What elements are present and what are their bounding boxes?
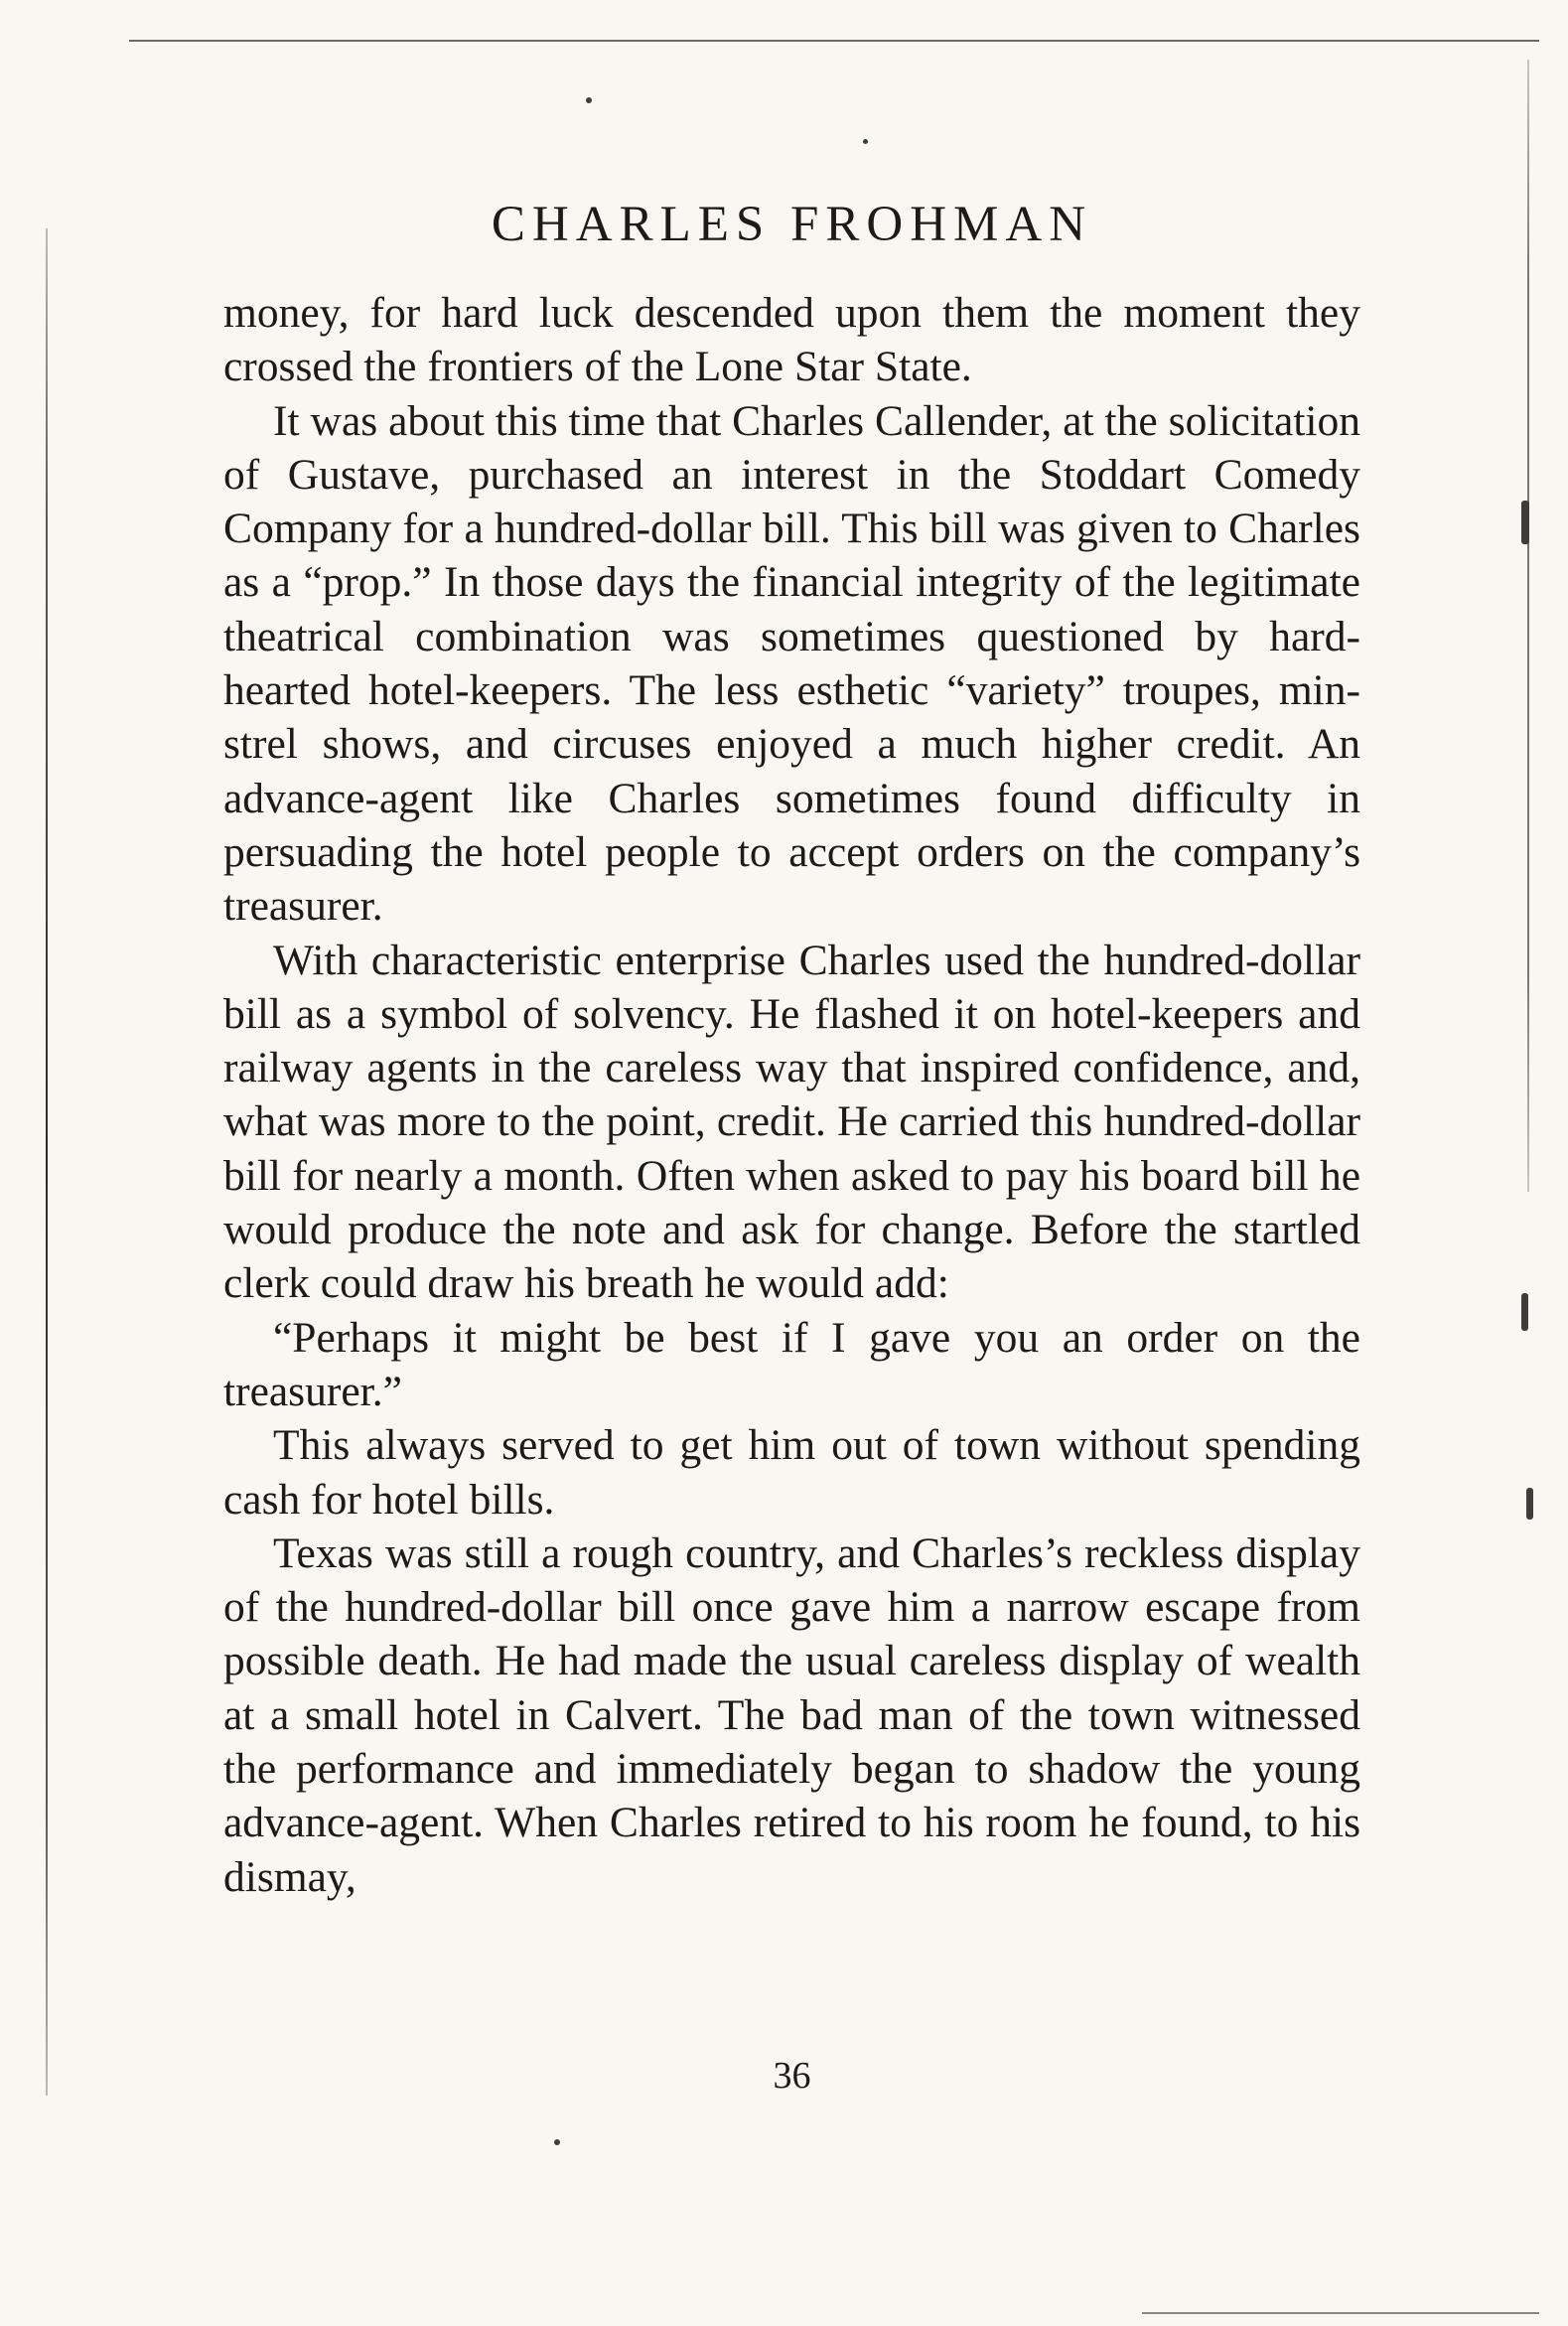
paragraph: With characteristic enterprise Charles used the hundred-dollar bill as a symbol of solvency. He flashed it on hotel-keepers and railway agents in the careless way that inspired confidence, and, what was more to the point, credit. He carried this hundred-dollar bill for nearly a month. Often when asked to pay his board bill he would produce the note and ask for change. Before the startled clerk could draw his breath he would add: [223,936,1360,1308]
ink-speck [1521,1293,1528,1331]
ink-speck [1521,501,1529,544]
paragraph: “Perhaps it might be best if I gave you an order on the treasurer.” [223,1313,1360,1415]
ink-speck [1526,1488,1533,1520]
ink-speck [863,139,868,144]
scan-right-edge-shadow [1527,60,1529,1192]
page-bottom-rule [1142,2312,1539,2314]
page-number: 36 [773,2055,811,2097]
page-top-rule [129,40,1539,42]
body-text [223,286,1360,1904]
paragraph: This always served to get him out of town without spending cash for hotel bills. [223,1421,1360,1524]
paragraph: money, for hard luck descended upon them the moment they crossed the frontiers of the Lone Star State. [223,289,1360,391]
ink-speck [554,2139,560,2145]
paragraph: Texas was still a rough country, and Charles’s reckless display of the hundred-dollar bill once gave him a narrow escape from possible death. He had made the usual careless display of wealth at a small hotel in Calvert. The bad man of the town witnessed the performance and immediately began to shadow the young advance-agent. When Charles retired to his room he found, to his dismay, [223,1528,1360,1901]
running-head: CHARLES FROHMAN [491,197,1093,252]
ink-speck [586,97,592,103]
scan-left-edge-shadow [46,228,48,2096]
paragraph: It was about this time that Charles Callender, at the solicitation of Gustave, purchased an interest in the Stoddart Comedy Company for a hundred-dollar bill. This bill was given to Charles as a “prop.” In those days the financial integrity of the legitimate theatrical combination was sometimes questioned by hard-hearted hotel-keepers. The less esthetic “variety” troupes, minstrel shows, and circuses enjoyed a much higher credit. An advance-agent like Charles sometimes found difficulty in persuading the hotel people to accept orders on the company’s treasurer. [223,396,1360,931]
